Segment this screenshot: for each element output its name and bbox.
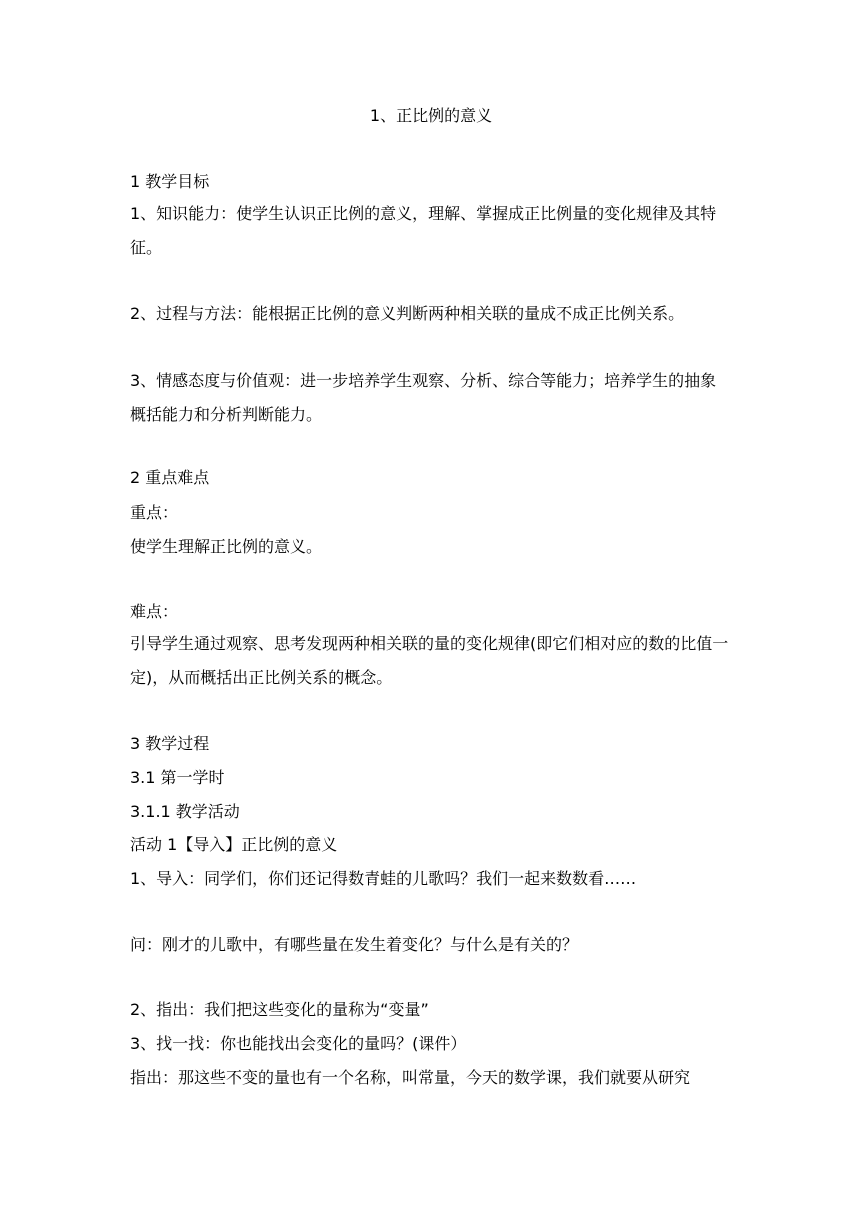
goals-heading: 1 教学目标 bbox=[130, 172, 210, 191]
key-points-heading: 2 重点难点 bbox=[130, 468, 210, 487]
process-heading: 3 教学过程 bbox=[130, 734, 210, 753]
process-line-1: 1、导入：同学们，你们还记得数青蛙的儿歌吗？我们一起来数数看…… bbox=[130, 869, 637, 888]
process-line-3: 2、指出：我们把这些变化的量称为“变量” bbox=[130, 1000, 429, 1019]
activity-heading: 活动 1【导入】正比例的意义 bbox=[130, 835, 338, 854]
process-line-4: 3、找一找：你也能找出会变化的量吗？(课件） bbox=[130, 1034, 467, 1053]
difficult-label: 难点： bbox=[130, 602, 179, 621]
key-label: 重点： bbox=[130, 503, 179, 522]
goal-item-1: 1、知识能力：使学生认识正比例的意义，理解、掌握成正比例量的变化规律及其特征。 bbox=[130, 204, 717, 257]
difficult-text: 引导学生通过观察、思考发现两种相关联的量的变化规律(即它们相对应的数的比值一定)，从而概括出正比例关系的概念。 bbox=[130, 634, 729, 687]
process-sub2: 3.1.1 教学活动 bbox=[130, 802, 240, 821]
goal-item-3: 3、情感态度与价值观：进一步培养学生观察、分析、综合等能力；培养学生的抽象概括能力和分析判断能力。 bbox=[130, 371, 717, 424]
process-line-2: 问：刚才的儿歌中，有哪些量在发生着变化？与什么是有关的？ bbox=[130, 935, 579, 954]
process-sub1: 3.1 第一学时 bbox=[130, 768, 225, 787]
goal-item-2: 2、过程与方法：能根据正比例的意义判断两种相关联的量成不成正比例关系。 bbox=[130, 304, 685, 323]
key-text: 使学生理解正比例的意义。 bbox=[130, 537, 323, 556]
page-title: 1、正比例的意义 bbox=[369, 106, 493, 125]
process-line-5: 指出：那这些不变的量也有一个名称，叫常量，今天的数学课，我们就要从研究 bbox=[130, 1068, 691, 1087]
